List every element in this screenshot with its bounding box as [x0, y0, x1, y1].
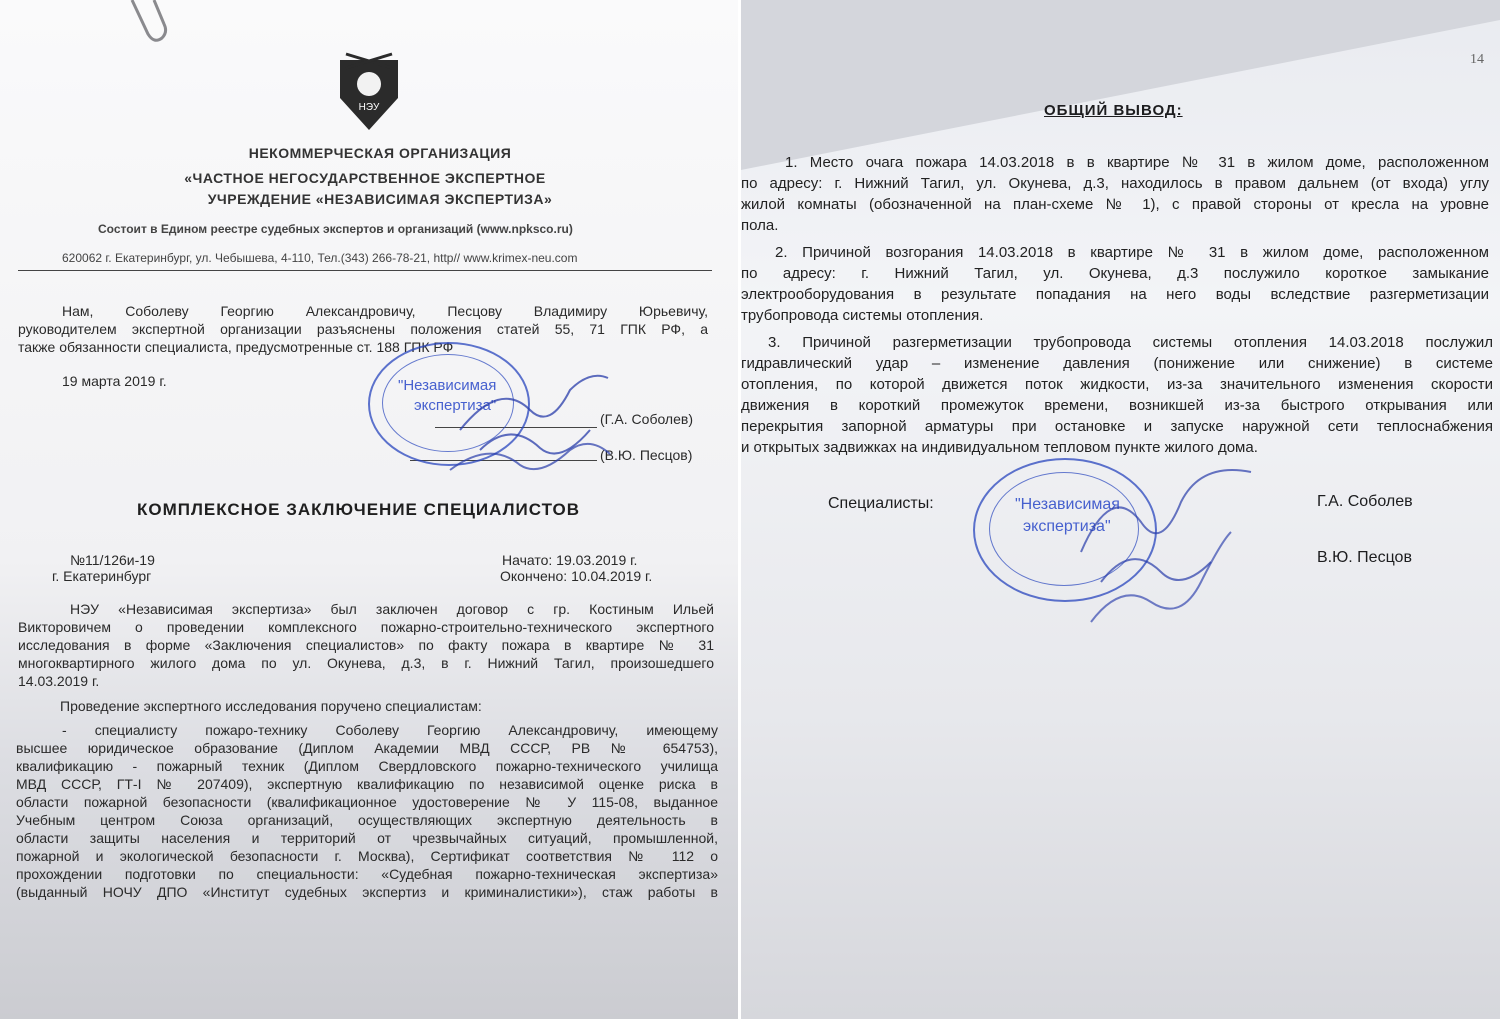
registry-line: Состоит в Едином реестре судебных экспертов и организаций (www.npksco.ru)	[98, 222, 573, 236]
paperclip-icon	[118, 0, 178, 48]
date-finished: Окончено: 10.04.2019 г.	[500, 568, 653, 584]
conclusion-item-1	[741, 152, 1489, 236]
organization-logo-icon	[334, 50, 404, 132]
item3-line-2: гидравлический удар – изменение давления (понижение или снижение) в системе	[741, 355, 1493, 372]
intro-line-2: руководителем экспертной организации разъяснены положения статей 55, 71 ГПК РФ, а	[18, 321, 708, 337]
specialist-line-3: квалификацию - пожарный техник (Диплом Свердловского пожарно-технического училища	[16, 758, 718, 774]
stamp-center-line1: "Независимая	[398, 377, 497, 394]
item2-line-3: электрооборудования в результате попадания на него воды вследствие разгерметизации	[741, 286, 1489, 303]
specialist-line-6: Учебным центром Союза организаций, осуществляющих экспертную деятельность в	[16, 812, 718, 828]
handwritten-signatures-right	[1071, 462, 1271, 632]
contract-paragraph	[18, 600, 714, 690]
item3-line-5: перекрытия запорной арматуры при остановке и запуске наружной сети теплоснабжения	[741, 418, 1493, 435]
stamp-center-line2: экспертиза"	[414, 397, 497, 414]
header-divider	[18, 270, 712, 271]
item1-line-1: 1. Место очага пожара 14.03.2018 в в квартире № 31 в жилом доме, расположенном	[785, 154, 1489, 171]
org-name-line3: УЧРЕЖДЕНИЕ «НЕЗАВИСИМАЯ ЭКСПЕРТИЗА»	[207, 191, 553, 207]
page-number: 14	[1470, 52, 1484, 67]
intro-line-1: Нам, Соболеву Георгию Александровичу, Песцову Владимиру Юрьевичу,	[62, 303, 708, 319]
intro-line-3: также обязанности специалиста, предусмотренные ст. 188 ГПК РФ	[18, 339, 454, 355]
contract-line-2: Викторовичем о проведении комплексного пожарно-строительно-технического экспертного	[18, 619, 714, 635]
signatory-2: (В.Ю. Песцов)	[600, 447, 693, 463]
specialist-line-5: области пожарной безопасности (квалификационное удостоверение № У 115-08, выданное	[16, 794, 718, 810]
item3-line-6: и открытых задвижках на индивидуальном тепловом пункте жилого дома.	[741, 439, 1258, 456]
item2-line-2: по адресу: г. Нижний Тагил, ул. Окунева, д.3 послужило короткое замыкание	[741, 265, 1489, 282]
signing-date: 19 марта 2019 г.	[62, 373, 167, 389]
item3-line-1: 3. Причиной разгерметизации трубопровода системы отопления 14.03.2018 послужил	[768, 334, 1493, 351]
item1-line-2: по адресу: г. Нижний Тагил, ул. Окунева, д.3, находилось в правом дальнем (от входа) углу	[741, 175, 1489, 192]
contract-line-3: исследования в форме «Заключения специалистов» по факту пожара в квартире № 31	[18, 637, 714, 653]
contract-line-4: многоквартирного жилого дома по ул. Окунева, д.3, в г. Нижний Тагил, произошедшего	[18, 655, 714, 671]
date-started: Начато: 19.03.2019 г.	[502, 552, 638, 568]
item3-line-4: движения в короткий промежуток времени, возникшей из-за быстрого открывания или	[741, 397, 1493, 414]
specialist-line-1: - специалисту пожаро-технику Соболеву Георгию Александровичу, имеющему	[62, 722, 718, 738]
signatory-1: (Г.А. Соболев)	[600, 411, 693, 427]
stamp-right-center-line2: экспертиза"	[1023, 518, 1111, 535]
specialist-name-1: Г.А. Соболев	[1317, 493, 1413, 510]
specialist-line-8: пожарной и экологической безопасности г. Москва), Сертификат соответствия № 112 о	[16, 848, 718, 864]
address-line: 620062 г. Екатеринбург, ул. Чебышева, 4-110, Тел.(343) 266-78-21, http// www.krimex-neu.com	[62, 251, 578, 265]
contract-line-1: НЭУ «Независимая экспертиза» был заключен договор с гр. Костиным Ильей	[70, 601, 714, 617]
assignment-line: Проведение экспертного исследования поручено специалистам:	[60, 698, 482, 714]
org-name-line1: НЕКОММЕРЧЕСКАЯ ОРГАНИЗАЦИЯ	[248, 145, 512, 161]
right-document-page	[741, 0, 1500, 1019]
document-city: г. Екатеринбург	[52, 568, 152, 584]
item2-line-1: 2. Причиной возгорания 14.03.2018 в квартире № 31 в жилом доме, расположенном	[775, 244, 1489, 261]
specialist-line-7: области защиты населения и территорий от чрезвычайных ситуаций, промышленной,	[16, 830, 718, 846]
item1-line-3: жилой комнаты (обозначенной на план-схеме № 1), с правой стороны от кресла на уровне	[741, 196, 1489, 213]
logo-text: НЭУ	[358, 102, 380, 113]
conclusion-heading: ОБЩИЙ ВЫВОД:	[1044, 102, 1183, 119]
item2-line-4: трубопровода системы отопления.	[741, 307, 984, 324]
specialist-line-9: прохождении подготовки по специальности: «Судебная пожарно-техническая экспертиза»	[16, 866, 718, 882]
specialist-line-10: (выданный НОЧУ ДПО «Институт судебных экспертиз и криминалистики»), стаж работы в	[16, 884, 718, 900]
conclusion-item-3	[741, 332, 1493, 458]
specialist-line-2: высшее юридическое образование (Диплом Академии МВД СССР, РВ № 654753),	[16, 740, 718, 756]
handwritten-signatures	[440, 370, 630, 480]
item3-line-3: отопления, по которой движется поток жидкости, из-за значительного изменения скорости	[741, 376, 1493, 393]
specialist-line-4: МВД СССР, ГТ-I № 207409), экспертную квалификацию по независимой оценке риска в	[16, 776, 718, 792]
org-name-line2: «ЧАСТНОЕ НЕГОСУДАРСТВЕННОЕ ЭКСПЕРТНОЕ	[184, 170, 546, 186]
specialists-label: Специалисты:	[828, 495, 934, 512]
item1-line-4: пола.	[741, 217, 779, 234]
stamp-right-center-line1: "Независимая	[1015, 496, 1120, 513]
specialist-name-2: В.Ю. Песцов	[1317, 549, 1412, 566]
document-title: КОМПЛЕКСНОЕ ЗАКЛЮЧЕНИЕ СПЕЦИАЛИСТОВ	[137, 500, 581, 519]
left-document-page	[0, 0, 741, 1019]
contract-line-5: 14.03.2019 г.	[18, 673, 100, 689]
document-number: №11/126и-19	[70, 552, 155, 568]
conclusion-item-2	[741, 242, 1489, 326]
specialist-paragraph	[16, 721, 718, 901]
